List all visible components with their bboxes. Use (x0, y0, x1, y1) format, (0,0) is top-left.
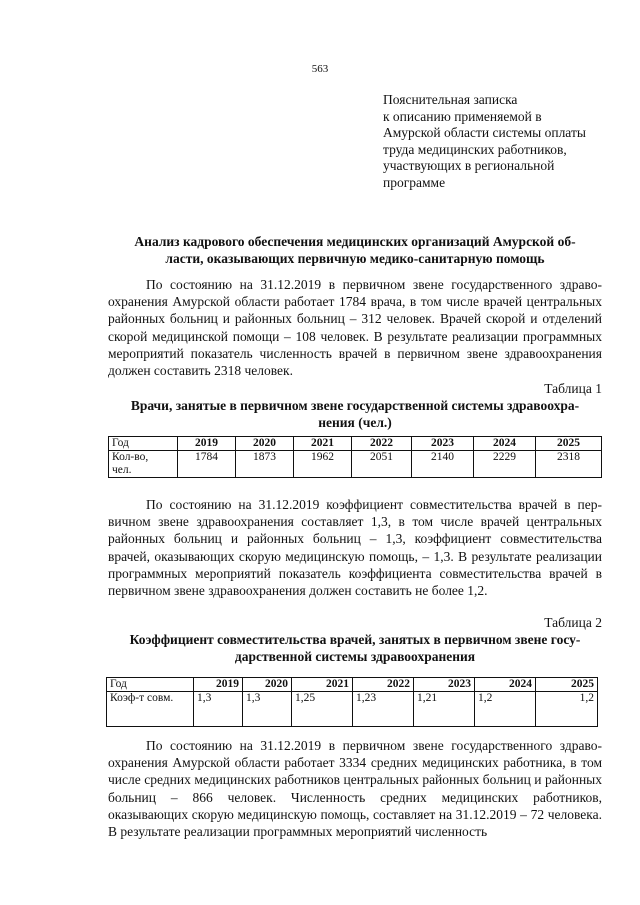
header-cell: 2019 (178, 437, 236, 451)
header-note-line: участвующих в региональной (383, 158, 555, 173)
value-cell: 1,2 (536, 692, 598, 727)
combination-ratio-table (106, 677, 598, 727)
table1-title (108, 397, 602, 431)
physicians-table (108, 436, 602, 478)
value-cell: 1,23 (353, 692, 414, 727)
header-cell: 2025 (536, 678, 598, 692)
value-cell: 1,25 (292, 692, 353, 727)
header-note (383, 92, 613, 191)
table-header-row (107, 678, 598, 692)
header-note-line: труда медицинских работников, (383, 141, 567, 157)
value-cell: 1962 (294, 451, 352, 478)
header-cell: 2019 (194, 678, 243, 692)
row-label-line: чел. (112, 464, 132, 476)
section-heading-line: Анализ кадрового обеспечения медицинских организаций Амурской об- (134, 234, 576, 249)
header-note-line: Пояснительная записка (383, 92, 518, 107)
row-label-cell: Коэф-т совм. (107, 692, 194, 727)
value-cell: 1873 (236, 451, 294, 478)
table-row (109, 451, 602, 478)
header-cell: Год (109, 437, 178, 451)
header-cell: Год (107, 678, 194, 692)
value-cell: 2051 (352, 451, 412, 478)
value-cell: 1,21 (414, 692, 475, 727)
header-cell: 2020 (236, 437, 294, 451)
header-note-line: Амурской области системы оплаты (383, 125, 586, 140)
header-cell: 2024 (475, 678, 536, 692)
section-heading (108, 233, 602, 267)
table2-label: Таблица 2 (544, 615, 602, 630)
table2-title-line: Коэффициент совместительства врачей, занятых в первичном звене госу- (129, 632, 581, 647)
table1-title-line: Врачи, занятые в первичном звене государственной системы здравоохра- (130, 398, 580, 413)
table2-title-line: дарственной системы здравоохранения (234, 649, 476, 664)
row-label-cell (109, 451, 178, 478)
table1-title-line: нения (чел.) (318, 415, 392, 430)
table1-label: Таблица 1 (544, 381, 602, 396)
header-cell: 2021 (292, 678, 353, 692)
value-cell: 1,3 (243, 692, 292, 727)
value-cell: 2229 (474, 451, 536, 478)
header-cell: 2025 (536, 437, 602, 451)
header-cell: 2023 (414, 678, 475, 692)
header-cell: 2024 (474, 437, 536, 451)
header-note-line: программе (383, 174, 446, 190)
header-note-line: к описанию применяемой в (383, 108, 542, 124)
header-cell: 2022 (353, 678, 414, 692)
table-row (107, 692, 598, 727)
page-number: 563 (311, 63, 329, 75)
value-cell: 1784 (178, 451, 236, 478)
header-cell: 2021 (294, 437, 352, 451)
row-label-line: Кол-во, (112, 451, 149, 463)
value-cell: 1,3 (194, 692, 243, 727)
header-cell: 2022 (352, 437, 412, 451)
paragraph-physicians-count: По состоянию на 31.12.2019 в первичном звене государственного здравоохранения Амурской области работает 1784 врача, в том числе врачей центральных районных больниц и районных больниц – 312 человек. Врачей скорой и отделений скорой медицинской помощи – 108 человек. В результате реализации программных мероприятий показатель численность врачей в первичном звене здравоохранения должен составить 2318 человек. (108, 277, 602, 379)
paragraph-nurses-count: По состоянию на 31.12.2019 в первичном звене государственного здравоохранения Амурской области работает 3334 средних медицинских работника, в том числе средних медицинских работников центральных районных больниц и районных больниц – 866 человек. Численность средних медицинских работников, оказывающих скорую медицинскую помощь, составляет на 31.12.2019 – 72 человека. В результате реализации программных мероприятий численность (108, 738, 602, 840)
value-cell: 2140 (412, 451, 474, 478)
table-header-row (109, 437, 602, 451)
header-cell: 2020 (243, 678, 292, 692)
value-cell: 1,2 (475, 692, 536, 727)
header-cell: 2023 (412, 437, 474, 451)
paragraph-combination-ratio: По состоянию на 31.12.2019 коэффициент совместительства врачей в первичном звене здравоохранения составляет 1,3, в том числе врачей центральных районных больниц и районных больниц – 1,3, коэффициент совместительства врачей, оказывающих скорую медицинскую помощь, – 1,3. В результате реализации программных мероприятий показатель коэффициента совместительства врачей в первичном звене здравоохранения должен составить не более 1,2. (108, 497, 602, 599)
section-heading-line: ласти, оказывающих первичную медико-санитарную помощь (165, 251, 545, 266)
value-cell: 2318 (536, 451, 602, 478)
table2-title (108, 631, 602, 665)
